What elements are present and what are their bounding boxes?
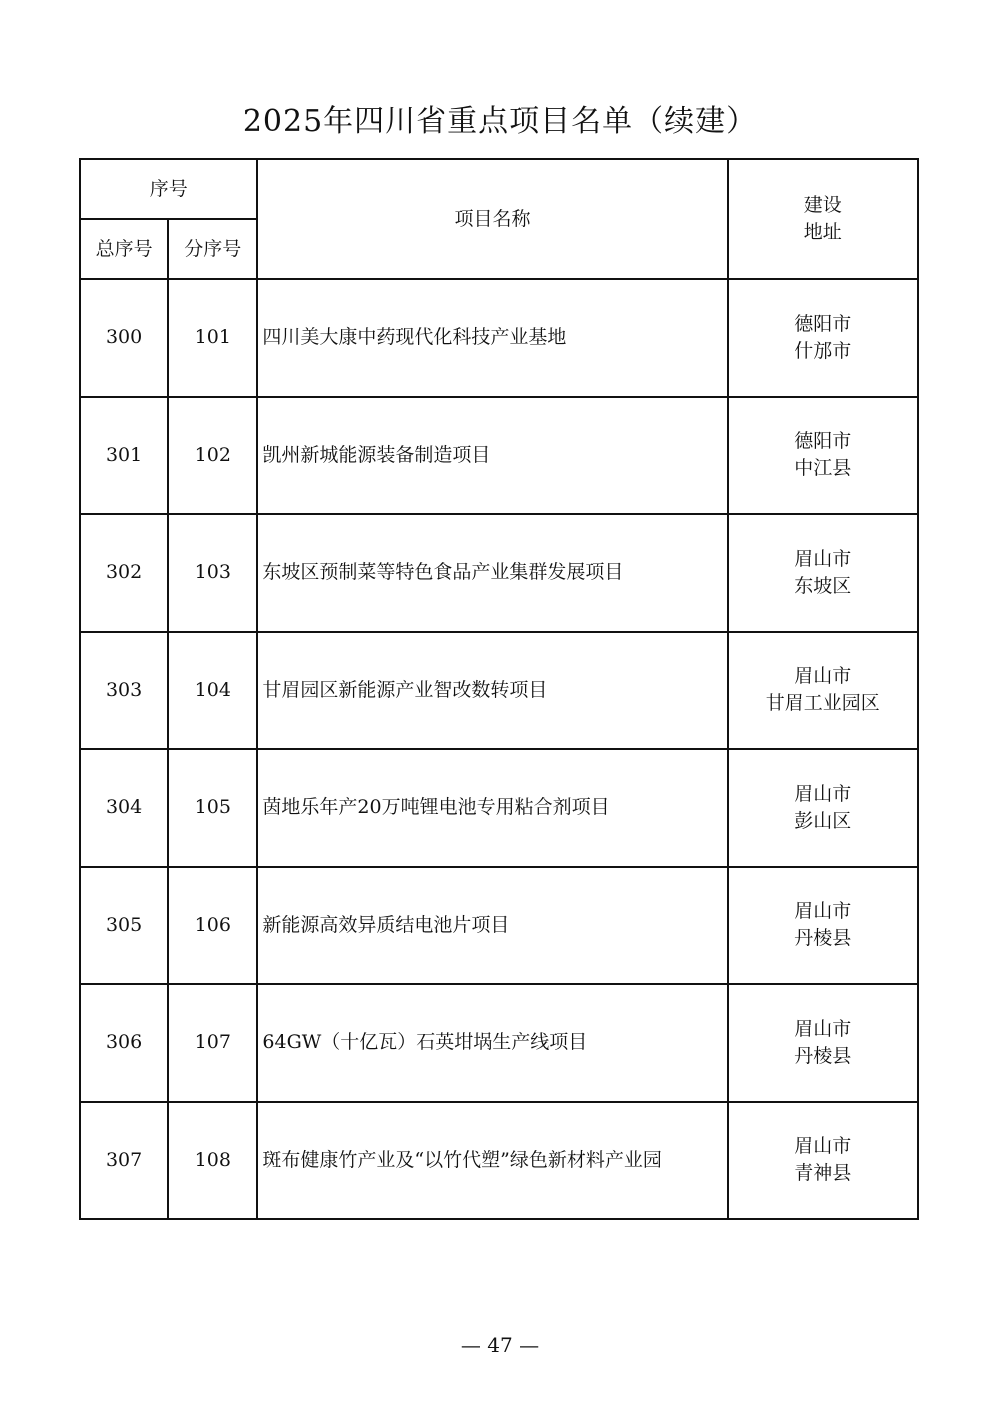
header-total-number: 总序号 — [80, 219, 168, 279]
address-line-2: 东坡区 — [794, 574, 852, 597]
project-name-cell: 东坡区预制菜等特色食品产业集群发展项目 — [257, 514, 727, 632]
project-name-cell: 凯州新城能源装备制造项目 — [257, 397, 727, 515]
table-row — [80, 1102, 918, 1220]
sub-number-cell: 108 — [168, 1102, 257, 1220]
address-line-2: 丹棱县 — [794, 927, 852, 950]
sub-number-cell: 106 — [168, 867, 257, 985]
address-cell — [728, 514, 918, 632]
address-line-2: 丹棱县 — [794, 1044, 852, 1067]
header-address-line1: 建设 — [803, 194, 842, 216]
table-row — [80, 397, 918, 515]
project-name-cell: 斑布健康竹产业及“以竹代塑”绿色新材料产业园 — [257, 1102, 727, 1220]
page-number: — 47 — — [460, 1333, 540, 1357]
table-row — [80, 514, 918, 632]
sub-number-cell: 105 — [168, 749, 257, 867]
projects-table — [79, 158, 919, 1220]
address-line-2: 青神县 — [794, 1162, 852, 1185]
address-cell — [728, 984, 918, 1102]
table-row — [80, 867, 918, 985]
total-number-cell: 300 — [80, 279, 168, 397]
table-header-row — [80, 159, 918, 219]
project-name-cell: 64GW（十亿瓦）石英坩埚生产线项目 — [257, 984, 727, 1102]
total-number-cell: 306 — [80, 984, 168, 1102]
address-cell — [728, 397, 918, 515]
address-line-2: 中江县 — [794, 457, 852, 480]
address-line-2: 什邡市 — [794, 339, 852, 362]
address-line-1: 眉山市 — [794, 1135, 852, 1158]
project-name-cell: 甘眉园区新能源产业智改数转项目 — [257, 632, 727, 750]
project-name-cell: 四川美大康中药现代化科技产业基地 — [257, 279, 727, 397]
address-line-1: 德阳市 — [794, 430, 852, 453]
sub-number-cell: 101 — [168, 279, 257, 397]
header-project-name: 项目名称 — [257, 159, 727, 279]
header-address-line2: 地址 — [803, 221, 842, 243]
total-number-cell: 303 — [80, 632, 168, 750]
sub-number-cell: 102 — [168, 397, 257, 515]
address-line-1: 眉山市 — [794, 547, 852, 570]
total-number-cell: 304 — [80, 749, 168, 867]
address-cell — [728, 632, 918, 750]
total-number-cell: 305 — [80, 867, 168, 985]
header-sub-number: 分序号 — [168, 219, 257, 279]
sub-number-cell: 103 — [168, 514, 257, 632]
total-number-cell: 301 — [80, 397, 168, 515]
address-line-2: 彭山区 — [794, 809, 852, 832]
address-line-1: 眉山市 — [794, 1017, 852, 1040]
address-cell — [728, 1102, 918, 1220]
table-row — [80, 279, 918, 397]
address-line-1: 眉山市 — [794, 782, 852, 805]
address-cell — [728, 279, 918, 397]
table-row — [80, 632, 918, 750]
header-sequence-group: 序号 — [80, 159, 257, 219]
project-name-cell: 新能源高效异质结电池片项目 — [257, 867, 727, 985]
sub-number-cell: 107 — [168, 984, 257, 1102]
table-body — [80, 279, 918, 1219]
sub-number-cell: 104 — [168, 632, 257, 750]
table-row — [80, 984, 918, 1102]
address-line-1: 德阳市 — [794, 312, 852, 335]
address-cell — [728, 749, 918, 867]
address-cell — [728, 867, 918, 985]
address-line-1: 眉山市 — [794, 900, 852, 923]
address-line-2: 甘眉工业园区 — [765, 692, 880, 715]
header-address — [728, 159, 918, 279]
total-number-cell: 307 — [80, 1102, 168, 1220]
table-row — [80, 749, 918, 867]
address-line-1: 眉山市 — [794, 665, 852, 688]
project-name-cell: 茵地乐年产20万吨锂电池专用粘合剂项目 — [257, 749, 727, 867]
total-number-cell: 302 — [80, 514, 168, 632]
page-title: 2025年四川省重点项目名单（续建） — [242, 104, 758, 139]
